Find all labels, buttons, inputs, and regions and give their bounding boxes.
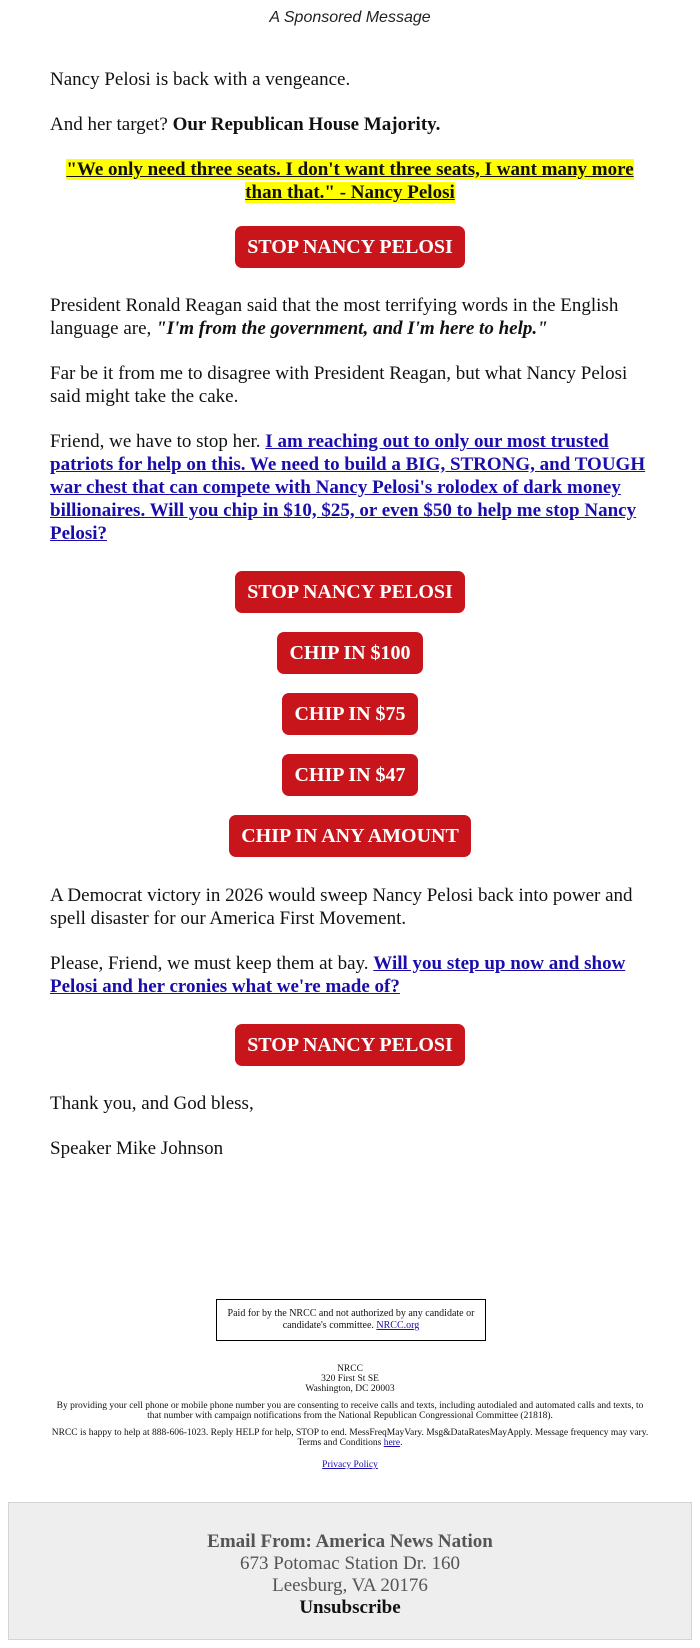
victory-paragraph: A Democrat victory in 2026 would sweep Nancy Pelosi back into power and spell disaster for our America First Movement. bbox=[50, 885, 633, 929]
sender-footer bbox=[8, 1502, 692, 1640]
sender-address-2: Leesburg, VA 20176 bbox=[272, 1575, 428, 1596]
friend-lead: Friend, we have to stop her. bbox=[50, 431, 266, 452]
consent-text: By providing your cell phone or mobile phone number you are consenting to receive calls and texts, including autodialed and automated calls and texts, to that number with campaign notifications from the National Republican Congressional Committee (21818). bbox=[56, 1401, 644, 1421]
help-tail: . bbox=[400, 1438, 403, 1448]
legal-footer bbox=[50, 1364, 650, 1477]
pelosi-quote bbox=[50, 158, 650, 204]
terms-link[interactable]: here bbox=[383, 1438, 401, 1448]
reagan-quote: "I'm from the government, and I'm here to help." bbox=[156, 318, 548, 339]
sender-name: Email From: America News Nation bbox=[207, 1531, 493, 1552]
reagan-paragraph bbox=[50, 294, 650, 340]
unsubscribe-link[interactable]: Unsubscribe bbox=[299, 1597, 401, 1618]
stop-pelosi-button-2[interactable]: STOP NANCY PELOSI bbox=[235, 571, 465, 613]
thank-you-paragraph: Thank you, and God bless, bbox=[50, 1093, 254, 1114]
privacy-policy-link[interactable]: Privacy Policy bbox=[322, 1460, 378, 1470]
stop-pelosi-button-3[interactable]: STOP NANCY PELOSI bbox=[235, 1024, 465, 1066]
chip-in-link[interactable]: I am reaching out to only our most trusted patriots for help on this. We need to build a BIG, STRONG, and TOUGH war chest that can compete with Nancy Pelosi's rolodex of dark money billionaires. Will you chip in $10, $25, or even $50 to help me stop Nancy Pelosi? bbox=[50, 431, 646, 544]
disclaimer-text: Paid for by the NRCC and not authorized by any candidate or candidate's committee. bbox=[227, 1308, 475, 1331]
stop-pelosi-button-1[interactable]: STOP NANCY PELOSI bbox=[235, 226, 465, 268]
step-up-lead: Please, Friend, we must keep them at bay. bbox=[50, 953, 374, 974]
sender-address-1: 673 Potomac Station Dr. 160 bbox=[239, 1553, 461, 1574]
email-body bbox=[50, 68, 650, 1182]
step-up-paragraph bbox=[50, 952, 650, 998]
quote-highlight: "We only need three seats. I don't want three seats, I want many more than that." - Nancy Pelosi bbox=[66, 159, 634, 203]
target-lead: And her target? bbox=[50, 114, 173, 135]
footer-city: Washington, DC 20003 bbox=[305, 1384, 395, 1394]
reagan-lead: President Ronald Reagan said that the most terrifying words in the English language are, bbox=[50, 295, 619, 339]
chip-in-75-button[interactable]: CHIP IN $75 bbox=[282, 693, 417, 735]
chip-in-47-button[interactable]: CHIP IN $47 bbox=[282, 754, 417, 796]
sponsored-label: A Sponsored Message bbox=[269, 9, 431, 26]
chip-in-100-button[interactable]: CHIP IN $100 bbox=[277, 632, 422, 674]
paid-for-disclaimer bbox=[216, 1299, 486, 1341]
footer-org: NRCC bbox=[337, 1364, 363, 1374]
chip-in-any-button[interactable]: CHIP IN ANY AMOUNT bbox=[229, 815, 471, 857]
help-lead: NRCC is happy to help at 888-606-1023. Reply HELP for help, STOP to end. MessFreqMayVary. Msg&DataRatesMayApply. Message frequency may vary. Terms and Conditions bbox=[51, 1428, 649, 1448]
cake-paragraph: Far be it from me to disagree with President Reagan, but what Nancy Pelosi said might take the cake. bbox=[50, 363, 628, 407]
friend-paragraph bbox=[50, 430, 650, 545]
target-paragraph bbox=[50, 113, 650, 136]
help-text bbox=[50, 1428, 650, 1448]
target-bold: Our Republican House Majority. bbox=[172, 114, 441, 135]
step-up-link[interactable]: Will you step up now and show Pelosi and her cronies what we're made of? bbox=[50, 953, 626, 997]
signature: Speaker Mike Johnson bbox=[50, 1138, 224, 1159]
nrcc-link[interactable]: NRCC.org bbox=[376, 1320, 420, 1331]
intro-paragraph: Nancy Pelosi is back with a vengeance. bbox=[50, 69, 351, 90]
footer-street: 320 First St SE bbox=[321, 1374, 379, 1384]
